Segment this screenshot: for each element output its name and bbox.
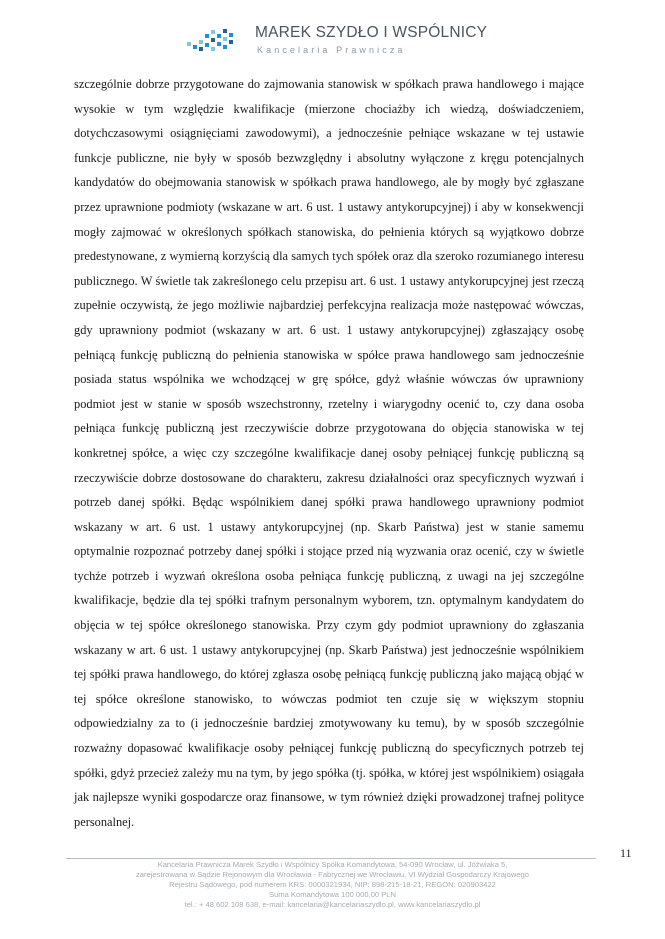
- footer-address-line: Kancelaria Prawnicza Marek Szydło i Wspólnicy Spółka Komandytowa, 54-090 Wrocław, ul. Jóźwiaka 5,: [157, 860, 508, 869]
- firm-name: MAREK SZYDŁO I WSPÓLNICY: [255, 24, 488, 41]
- footer-contact-line: tel.: + 48 602 108 638, e-mail: kancelaria@kancelariaszydlo.pl, www.kancelariaszydlo.pl: [184, 900, 481, 910]
- page-number: 11: [620, 846, 632, 860]
- letterhead: [185, 20, 488, 60]
- footer: [60, 860, 605, 910]
- body-paragraph: szczególnie dobrze przygotowane do zajmowania stanowisk w spółkach prawa handlowego i mające wysokie w tym względzie kwalifikacje (mierzone chociażby ich wiedzą, doświadczeniem, dotychczasowymi osiągnięciami zawodowymi), a jednocześnie pełniące wskazane w tej ustawie funkcje publiczne, nie były w sposób bezwzględny i absolutny wyłączone z kręgu potencjalnych kandydatów do obejmowania stanowisk w spółkach prawa handlowego, ale by mogły być zgłaszane przez uprawnione podmioty (wskazane w art. 6 ust. 1 ustawy antykorupcyjnej) i aby w konsekwencji mogły zajmować w określonych spółkach stanowiska, do pełnienia których są wyjątkowo dobrze predestynowane, z wymierną korzyścią dla samych tych spółek oraz dla szeroko rozumianego interesu publicznego. W świetle tak zakreślonego celu przepisu art. 6 ust. 1 ustawy antykorupcyjnej jest rzeczą zupełnie oczywistą, że jego możliwie najbardziej perfekcyjna realizacja może następować wówczas, gdy uprawniony podmiot (wskazany w art. 6 ust. 1 ustawy antykorupcyjnej) zgłaszający osobę pełniącą funkcję publiczną do pełnienia stanowiska w spółce prawa handlowego sam jednocześnie posiada status wspólnika we wchodzącej w grę spółce, gdyż właśnie wówczas ów uprawniony podmiot jest w stanie w sposób wszechstronny, rzetelny i wiarygodny ocenić to, czy dana osoba pełniąca funkcję publiczną jest rzeczywiście dobrze przygotowana do objęcia stanowiska w tej konkretnej spółce, a więc czy szczególne kwalifikacje danej osoby pełniącej funkcję publiczną są rzeczywiście dobrze dostosowane do charakteru, zakresu działalności oraz specyficznych wyzwań i potrzeb danej spółki. Będąc wspólnikiem danej spółki prawa handlowego uprawniony podmiot wskazany w art. 6 ust. 1 ustawy antykorupcyjnej (np. Skarb Państwa) jest w stanie samemu optymalnie rozpoznać potrzeby danej spółki i stojące przed nią wyzwania oraz ocenić, czy w świetle tychże potrzeb i wyzwań określona osoba pełniąca funkcję publiczną, z uwagi na jej szczególne kwalifikacje, będzie dla tej spółki trafnym personalnym wyborem, tzn. optymalnym kandydatem do objęcia w tej spółce określonego stanowiska. Przy czym gdy podmiot uprawniony do zgłaszania wskazany w art. 6 ust. 1 ustawy antykorupcyjnej (np. Skarb Państwa) jest jednocześnie wspólnikiem tej spółki prawa handlowego, do której zgłasza osobę pełniącą funkcję publiczną jako mającą objąć w tej spółce określone stanowisko, to wówczas podmiot ten czuje się w większym stopniu odpowiedzialny za to (i jednocześnie bardziej zmotywowany ku temu), by w sposób szczególnie rozważny dopasować kwalifikacje osoby pełniącej funkcję publiczną do specyficznych potrzeb tej spółki, gdyż przecież zależy mu na tym, by jego spółka (tj. spółka, w której jest wspólnikiem) osiągała jak najlepsze wyniki gospodarcze oraz finansowe, w tym również dzięki prowadzonej trafnej polityce personalnej.: [74, 77, 584, 829]
- footer-divider: [66, 858, 596, 859]
- footer-capital-line: Suma Komandytowa 100 000,00 PLN: [268, 890, 397, 900]
- footer-registry-line: Rejestru Sądowego, pod numerem KRS: 0000321934, NIP: 898-215-18-21, REGON: 020903422: [169, 880, 496, 890]
- dotted-cube-logo-icon: [185, 26, 237, 54]
- footer-court-line: zarejestrowana w Sądzie Rejonowym dla Wrocławia - Fabrycznej we Wrocławiu, VI Wydział Gospodarczy Krajowego: [136, 870, 529, 880]
- firm-subtitle: Kancelaria Prawnicza: [257, 45, 406, 55]
